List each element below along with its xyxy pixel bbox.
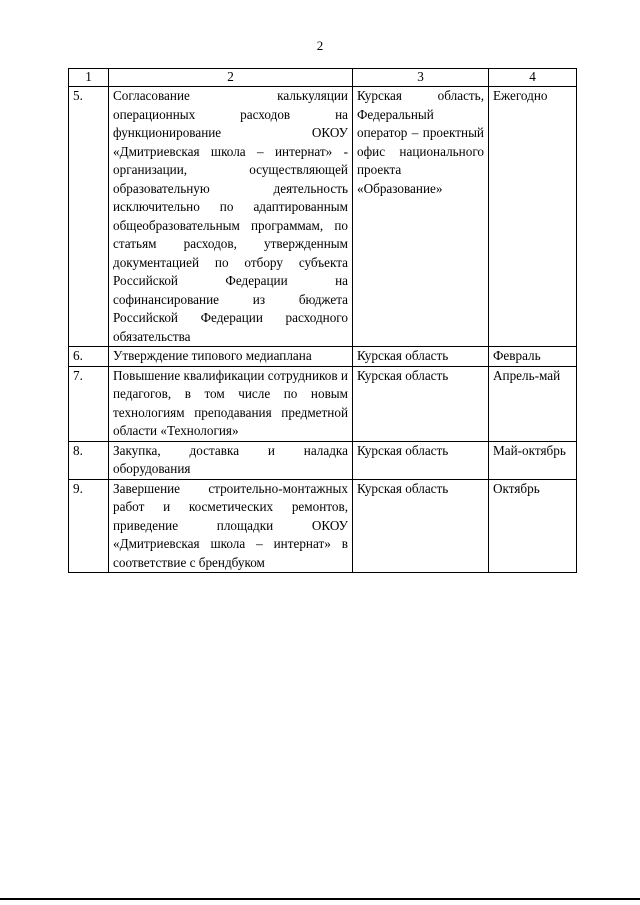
table-row [69, 347, 577, 367]
row-number: 7. [69, 366, 109, 441]
row-term: Ежегодно [489, 87, 577, 347]
row-description: Повышение квалификации сотрудников и педагогов, в том числе по новым технологиям преподавания предметной области «Технология» [109, 366, 353, 441]
row-responsible: Курская область, Федеральный оператор – проектный офис национального проекта «Образование» [353, 87, 489, 347]
row-responsible: Курская область [353, 366, 489, 441]
row-number: 9. [69, 479, 109, 573]
row-term: Октябрь [489, 479, 577, 573]
row-responsible: Курская область [353, 347, 489, 367]
row-number: 5. [69, 87, 109, 347]
row-number: 8. [69, 441, 109, 479]
table-row [69, 87, 577, 347]
column-header-1: 1 [69, 69, 109, 87]
row-term: Февраль [489, 347, 577, 367]
column-number-row [69, 69, 577, 87]
bottom-rule [0, 898, 640, 900]
table-row [69, 366, 577, 441]
column-header-2: 2 [109, 69, 353, 87]
table-row [69, 441, 577, 479]
column-header-4: 4 [489, 69, 577, 87]
column-header-3: 3 [353, 69, 489, 87]
row-responsible: Курская область [353, 441, 489, 479]
row-description: Закупка, доставка и наладка оборудования [109, 441, 353, 479]
row-number: 6. [69, 347, 109, 367]
row-description: Согласование калькуляции операционных расходов на функционирование ОКОУ «Дмитриевская школа – интернат» - организации, осуществляющей образовательную деятельность исключительно по адаптированным общеобразовательным программам, по статьям расходов, утвержденным документацией по отбору субъекта Российской Федерации на софинансирование из бюджета Российской Федерации расходного обязательства [109, 87, 353, 347]
table-row [69, 479, 577, 573]
plan-table [68, 68, 577, 573]
row-term: Май-октябрь [489, 441, 577, 479]
row-term: Апрель-май [489, 366, 577, 441]
row-responsible: Курская область [353, 479, 489, 573]
page-number: 2 [316, 38, 324, 53]
row-description: Завершение строительно-монтажных работ и косметических ремонтов, приведение площадки ОКОУ «Дмитриевская школа – интернат» в соответствие с брендбуком [109, 479, 353, 573]
row-description: Утверждение типового медиаплана [109, 347, 353, 367]
